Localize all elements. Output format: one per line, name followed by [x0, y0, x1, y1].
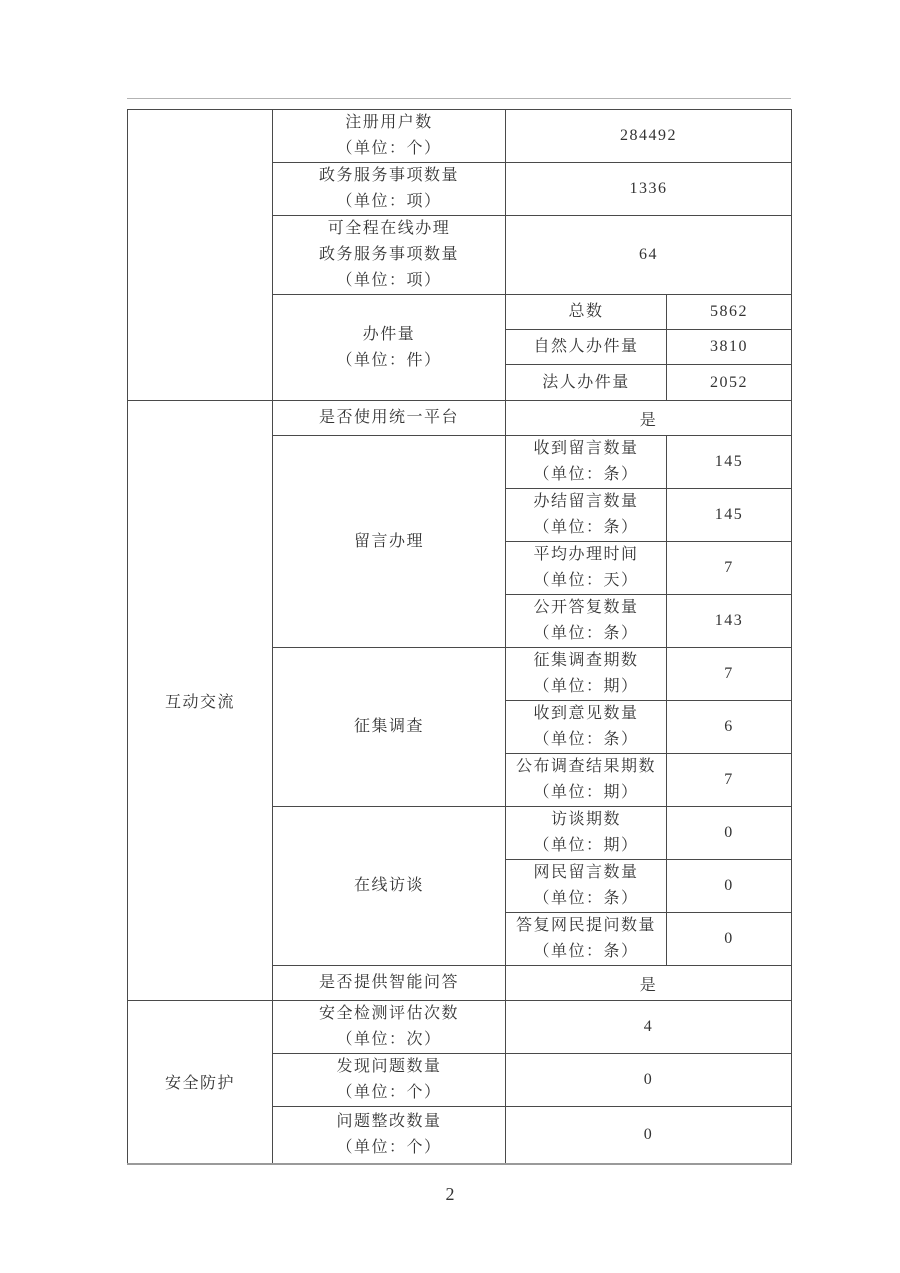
label-line: 征集调查 [353, 718, 424, 735]
metric-value-cell: 1336 [506, 163, 792, 216]
label-line: （单位：条） [533, 943, 639, 960]
label-line: 平均办理时间 [533, 546, 639, 563]
label-line: 收到留言数量 [533, 440, 639, 457]
metric-value-cell: 是 [506, 966, 792, 1001]
label-line: 政务服务事项数量 [318, 167, 459, 184]
group-label-cell [273, 807, 506, 966]
sub-metric-label-cell [506, 542, 667, 595]
page-number: 2 [445, 1184, 455, 1204]
label-line: 留言办理 [353, 532, 424, 550]
label-line: （单位：期） [533, 784, 639, 801]
sub-metric-label-cell [506, 913, 667, 966]
label-line: （单位：期） [533, 837, 639, 854]
label-line: 征集调查期数 [533, 652, 639, 669]
group-label-cell [273, 436, 506, 648]
label-line: 安全检测评估次数 [318, 1005, 459, 1022]
label-line: （单位：条） [533, 519, 639, 536]
label-line: 问题整改数量 [336, 1112, 442, 1130]
label-line: 在线访谈 [353, 877, 424, 894]
label-line: （单位：次） [336, 1031, 442, 1048]
label-line: （单位：个） [336, 1138, 442, 1156]
label-line: （单位：个） [336, 1084, 442, 1101]
group-label-cell [273, 295, 506, 401]
metric-label-cell [273, 401, 506, 436]
sub-metric-label-cell [506, 860, 667, 913]
metric-value-cell: 7 [667, 648, 792, 701]
label-line: （单位：项） [336, 193, 442, 210]
metric-value-cell: 7 [667, 542, 792, 595]
table-row [128, 401, 792, 436]
metric-label-cell [273, 163, 506, 216]
sub-metric-label-cell [506, 807, 667, 860]
metric-value-cell: 145 [667, 489, 792, 542]
metric-label-cell [273, 216, 506, 295]
sub-metric-label-cell [506, 489, 667, 542]
label-line: （单位：件） [336, 351, 442, 369]
table-row [128, 1001, 792, 1054]
label-line: 访谈期数 [550, 811, 621, 828]
table-continuation-hairline [127, 98, 791, 99]
label-line: 是否提供智能问答 [318, 974, 459, 991]
label-line: （单位：条） [533, 625, 639, 642]
label-line: 发现问题数量 [336, 1058, 442, 1075]
metric-value-cell: 5862 [667, 295, 792, 330]
metric-value-cell: 145 [667, 436, 792, 489]
label-line: 法人办件量 [542, 373, 630, 391]
label-line: 办结留言数量 [533, 493, 639, 510]
metric-label-cell [273, 1107, 506, 1164]
label-line: （单位：条） [533, 466, 639, 483]
label-line: 自然人办件量 [533, 338, 639, 355]
metric-value-cell: 284492 [506, 110, 792, 163]
label-line: 可全程在线办理 [327, 220, 451, 237]
label-line: 收到意见数量 [533, 705, 639, 722]
metric-value-cell: 4 [506, 1001, 792, 1054]
label-line: 总数 [568, 303, 604, 320]
metric-label-cell [273, 110, 506, 163]
label-line: 网民留言数量 [533, 864, 639, 881]
label-line: 政务服务事项数量 [318, 246, 459, 263]
sub-metric-label-cell [506, 436, 667, 489]
label-line: （单位：个） [336, 140, 442, 157]
table-row [128, 110, 792, 163]
label-line: 公开答复数量 [533, 599, 639, 616]
label-line: 答复网民提问数量 [515, 917, 656, 934]
label-line: （单位：条） [533, 731, 639, 748]
section-label-cell-blank [128, 110, 273, 401]
metric-value-cell: 3810 [667, 330, 792, 365]
metric-value-cell: 0 [506, 1054, 792, 1107]
label-line: （单位：期） [533, 678, 639, 695]
metric-value-cell: 0 [667, 807, 792, 860]
metric-label-cell [273, 1001, 506, 1054]
sub-metric-label-cell [506, 595, 667, 648]
metric-label-cell [273, 1054, 506, 1107]
sub-metric-label-cell [506, 365, 667, 401]
metric-label-cell [273, 966, 506, 1001]
metric-value-cell: 0 [667, 913, 792, 966]
sub-metric-label-cell [506, 754, 667, 807]
label-line: （单位：天） [533, 572, 639, 589]
metric-value-cell: 6 [667, 701, 792, 754]
group-label-cell [273, 648, 506, 807]
sub-metric-label-cell [506, 648, 667, 701]
label-line: 是否使用统一平台 [318, 409, 459, 426]
label-line: 注册用户数 [345, 114, 433, 131]
sub-metric-label-cell [506, 295, 667, 330]
sub-metric-label-cell [506, 701, 667, 754]
metric-value-cell: 2052 [667, 365, 792, 401]
report-table [127, 109, 792, 1165]
label-line: 公布调查结果期数 [515, 758, 656, 775]
metric-value-cell: 是 [506, 401, 792, 436]
label-line: 办件量 [362, 325, 416, 343]
section-label-cell-security: 安全防护 [128, 1001, 273, 1164]
metric-value-cell: 64 [506, 216, 792, 295]
section-label-cell-interaction: 互动交流 [128, 401, 273, 1001]
sub-metric-label-cell [506, 330, 667, 365]
label-line: （单位：项） [336, 272, 442, 289]
metric-value-cell: 0 [506, 1107, 792, 1164]
label-line: （单位：条） [533, 890, 639, 907]
metric-value-cell: 143 [667, 595, 792, 648]
metric-value-cell: 0 [667, 860, 792, 913]
metric-value-cell: 7 [667, 754, 792, 807]
